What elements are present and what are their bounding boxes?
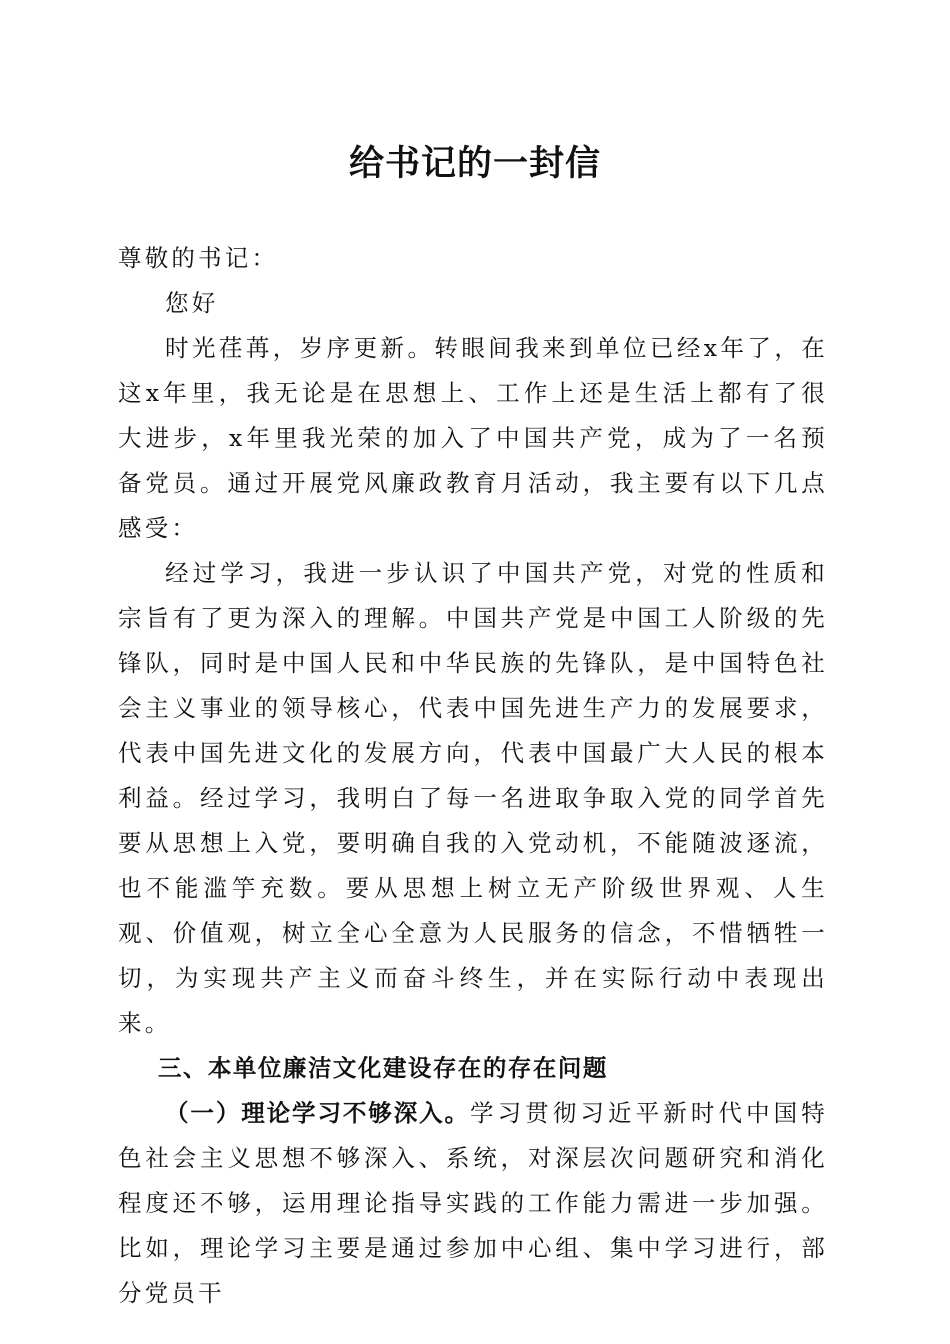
document-title: 给书记的一封信 (348, 143, 601, 184)
subsection-paragraph (118, 1091, 828, 1316)
subsection-text: 学习贯彻习近平新时代中国特色社会主义思想不够深入、系统，对深层次问题研究和消化程度还不够，运用理论指导实践的工作能力需进一步加强。比如，理论学习主要是通过参加中心组、集中学习进行，部分党员干 (118, 1099, 828, 1307)
section-heading: 三、本单位廉洁文化建设存在的存在问题 (157, 1054, 608, 1082)
paragraph-intro: 时光荏苒，岁序更新。转眼间我来到单位已经x年了，在这x年里，我无论是在思想上、工作上还是生活上都有了很大进步，x年里我光荣的加入了中国共产党，成为了一名预备党员。通过开展党风廉政教育月活动，我主要有以下几点感受： (118, 334, 828, 542)
document-body (118, 236, 828, 1316)
subsection-label: （一）理论学习不够深入。 (165, 1099, 470, 1127)
salutation: 尊敬的书记： (118, 244, 279, 272)
greeting: 您好 (165, 289, 219, 317)
paragraph-study: 经过学习，我进一步认识了中国共产党，对党的性质和宗旨有了更为深入的理解。中国共产党是中国工人阶级的先锋队，同时是中国人民和中华民族的先锋队，是中国特色社会主义事业的领导核心，代表中国先进生产力的发展要求，代表中国先进文化的发展方向，代表中国最广大人民的根本利益。经过学习，我明白了每一名进取争取入党的同学首先要从思想上入党，要明确自我的入党动机，不能随波逐流，也不能滥竽充数。要从思想上树立无产阶级世界观、人生观、价值观，树立全心全意为人民服务的信念，不惜牺牲一切，为实现共产主义而奋斗终生，并在实际行动中表现出来。 (118, 559, 828, 1037)
